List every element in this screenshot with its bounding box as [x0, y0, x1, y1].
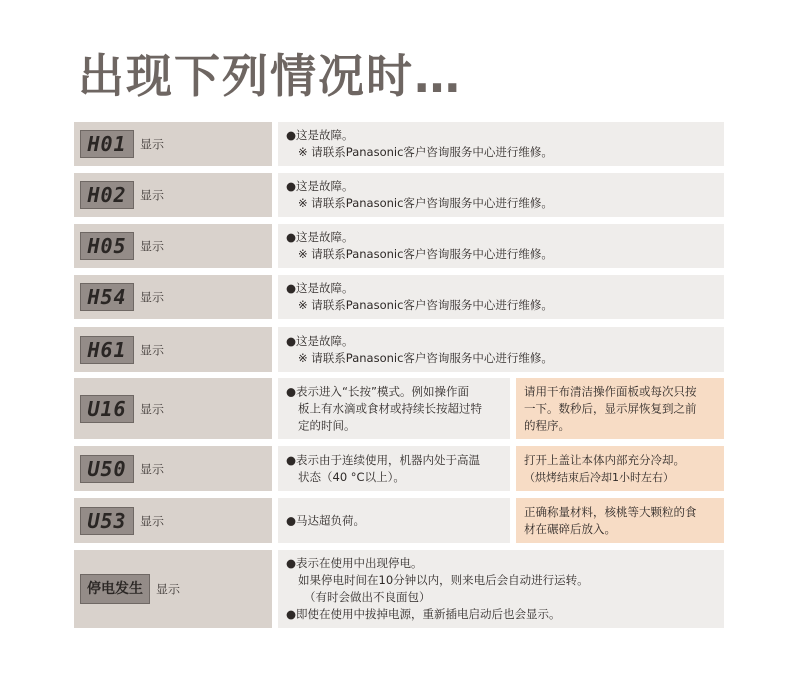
code-cell — [74, 550, 272, 628]
display-label: 显示 — [140, 462, 165, 476]
error-row-u50 — [74, 446, 724, 491]
error-row-h54 — [74, 275, 724, 319]
error-row-u16 — [74, 378, 724, 439]
description-cell — [278, 224, 724, 268]
description-text: ●表示在使用中出现停电。 如果停电时间在10分钟以内，则来电后会自动进行运转。 （有时会做出不良面包） ●即使在使用中拔掉电源，重新插电启动后也会显示。 — [286, 556, 589, 621]
remedy-cell — [516, 446, 724, 491]
error-code-display: 停电发生 — [80, 574, 150, 604]
remedy-text: 打开上盖让本体内部充分冷却。 （烘烤结束后冷却1小时左右） — [524, 452, 685, 484]
description-cell — [278, 498, 510, 543]
code-cell — [74, 275, 272, 319]
display-label: 显示 — [140, 137, 165, 152]
error-code-display: U53 — [80, 507, 134, 535]
display-label: 显示 — [140, 514, 165, 528]
description-text: ●这是故障。 ※ 请联系Panasonic客户咨询服务中心进行维修。 — [286, 128, 553, 159]
display-label: 显示 — [140, 343, 165, 357]
description-text: ●这是故障。 ※ 请联系Panasonic客户咨询服务中心进行维修。 — [286, 281, 553, 312]
page-title: 出现下列情况时… — [78, 49, 462, 103]
description-cell — [278, 173, 724, 217]
description-cell — [278, 327, 724, 372]
error-row-power-outage — [74, 550, 724, 628]
error-code-display: H54 — [80, 283, 134, 311]
code-cell — [74, 378, 272, 439]
code-cell — [74, 224, 272, 268]
remedy-cell — [516, 378, 724, 439]
error-row-u53 — [74, 498, 724, 543]
description-text: ●表示由于连续使用，机器内处于高温 状态（40 °C以上）。 — [286, 452, 481, 484]
description-text: ●马达超负荷。 — [286, 513, 366, 527]
code-cell — [74, 173, 272, 217]
description-cell — [278, 378, 510, 439]
description-text: ●这是故障。 ※ 请联系Panasonic客户咨询服务中心进行维修。 — [286, 333, 553, 365]
error-code-display: U16 — [80, 395, 134, 423]
error-row-h01 — [74, 122, 724, 166]
error-code-display: H01 — [80, 130, 134, 158]
description-cell — [278, 550, 724, 628]
error-row-h61 — [74, 327, 724, 372]
error-row-h05 — [74, 224, 724, 268]
description-text: ●表示进入“长按”模式。例如操作面 板上有水滴或食材或持续长按超过特 定的时间。 — [286, 384, 482, 432]
display-label: 显示 — [140, 188, 165, 203]
error-code-display: H05 — [80, 232, 134, 260]
description-cell — [278, 122, 724, 166]
display-label: 显示 — [140, 239, 165, 254]
code-cell — [74, 122, 272, 166]
display-label: 显示 — [140, 402, 165, 416]
code-cell — [74, 327, 272, 372]
remedy-text: 请用干布清洁操作面板或每次只按 一下。数秒后，显示屏恢复到之前 的程序。 — [524, 384, 697, 432]
code-cell — [74, 446, 272, 491]
display-label: 显示 — [140, 290, 165, 305]
remedy-cell — [516, 498, 724, 543]
error-row-h02 — [74, 173, 724, 217]
error-code-display: U50 — [80, 455, 134, 483]
description-text: ●这是故障。 ※ 请联系Panasonic客户咨询服务中心进行维修。 — [286, 179, 553, 210]
remedy-text: 正确称量材料，核桃等大颗粒的食 材在碾碎后放入。 — [524, 504, 697, 536]
error-code-display: H02 — [80, 181, 134, 209]
error-code-display: H61 — [80, 336, 134, 364]
description-text: ●这是故障。 ※ 请联系Panasonic客户咨询服务中心进行维修。 — [286, 230, 553, 261]
description-cell — [278, 446, 510, 491]
code-cell — [74, 498, 272, 543]
display-label: 显示 — [156, 582, 181, 597]
description-cell — [278, 275, 724, 319]
